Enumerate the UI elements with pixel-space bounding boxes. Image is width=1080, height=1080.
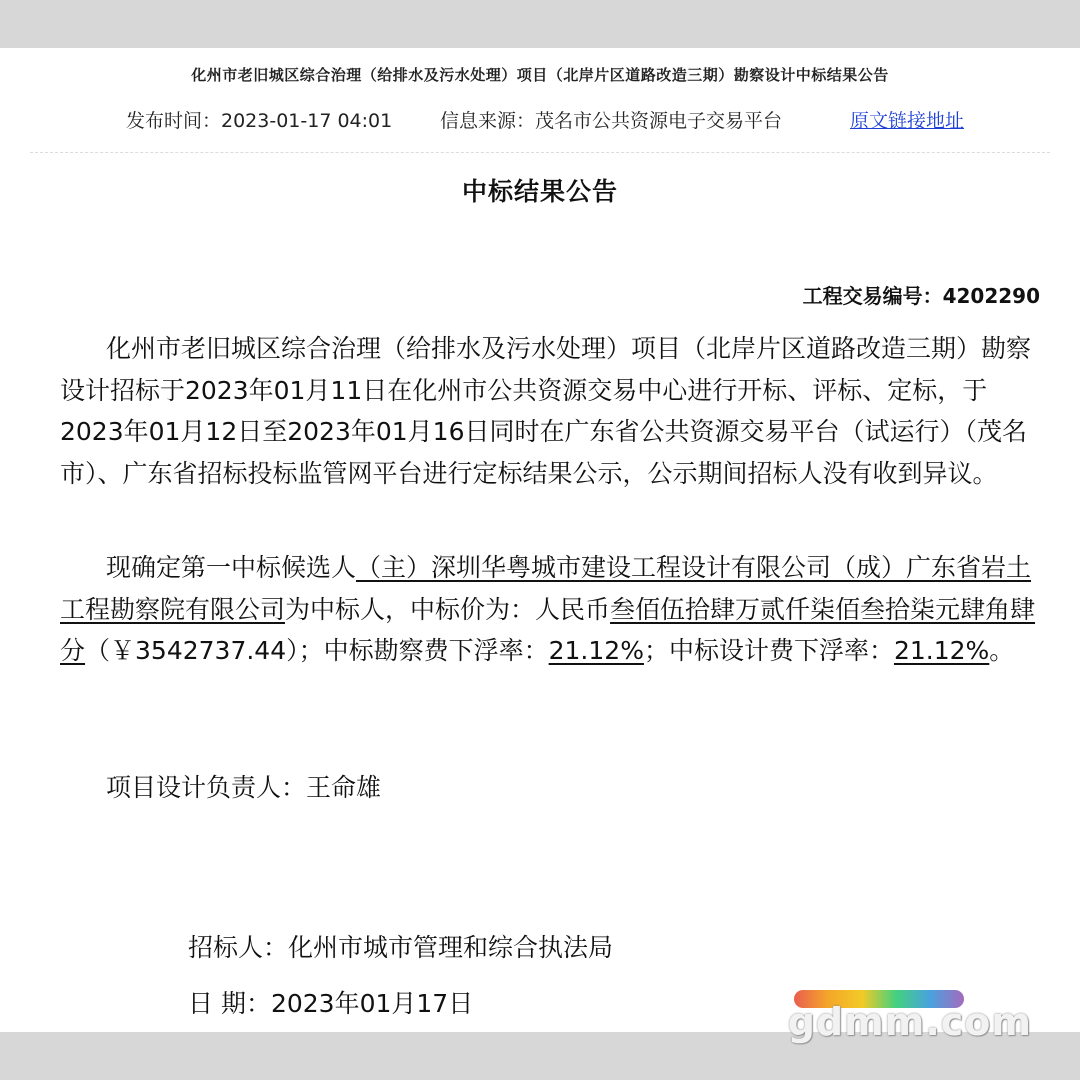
project-design-lead: 项目设计负责人：王命雄 [106, 773, 382, 802]
price-in-words: 叁佰伍拾肆万贰仟柒佰叁拾柒元肆角肆分 [60, 594, 1036, 665]
watermark-text: gdmm.com [787, 1000, 1032, 1044]
result-intro: 现确定第一中标候选人 [106, 553, 357, 582]
divider [30, 152, 1050, 153]
survey-fee-rate: 21.12% [548, 636, 644, 665]
paragraph-result [60, 547, 1045, 672]
price-numeric: （￥3542737.44）；中标勘察费下浮率： [85, 636, 549, 665]
period: 。 [989, 636, 1015, 665]
design-fee-rate: 21.12% [893, 636, 990, 665]
design-rate-label: ；中标设计费下浮率： [643, 636, 894, 665]
info-source: 信息来源：茂名市公共资源电子交易平台 [440, 110, 783, 132]
publish-time: 发布时间：2023-01-17 04:01 [126, 110, 393, 132]
announcement-page [0, 48, 1080, 1044]
transaction-number: 工程交易编号：4202290 [802, 284, 1040, 308]
site-watermark [787, 990, 1032, 1050]
paragraph-opening: 化州市老旧城区综合治理（给排水及污水处理）项目（北岸片区道路改造三期）勘察设计招标于2023年01月11日在化州市公共资源交易中心进行开标、评标、定标，于2023年01月12日至2023年01月16日同时在广东省公共资源交易平台（试运行）（茂名市）、广东省招标投标监管网平台进行定标结果公示，公示期间招标人没有收到异议。 [60, 334, 1032, 488]
page-title: 中标结果公告 [461, 177, 618, 206]
price-label: 为中标人，中标价为：人民币 [285, 594, 611, 624]
original-link[interactable]: 原文链接地址 [850, 110, 965, 132]
document-title: 化州市老旧城区综合治理（给排水及污水处理）项目（北岸片区道路改造三期）勘察设计中标结果公告 [191, 66, 889, 84]
tenderer: 招标人：化州市城市管理和综合执法局 [188, 933, 614, 962]
notice-date: 日 期：2023年01月17日 [188, 989, 474, 1018]
winner-names: （主）深圳华粤城市建设工程设计有限公司（成）广东省岩土工程勘察院有限公司 [60, 553, 1032, 624]
